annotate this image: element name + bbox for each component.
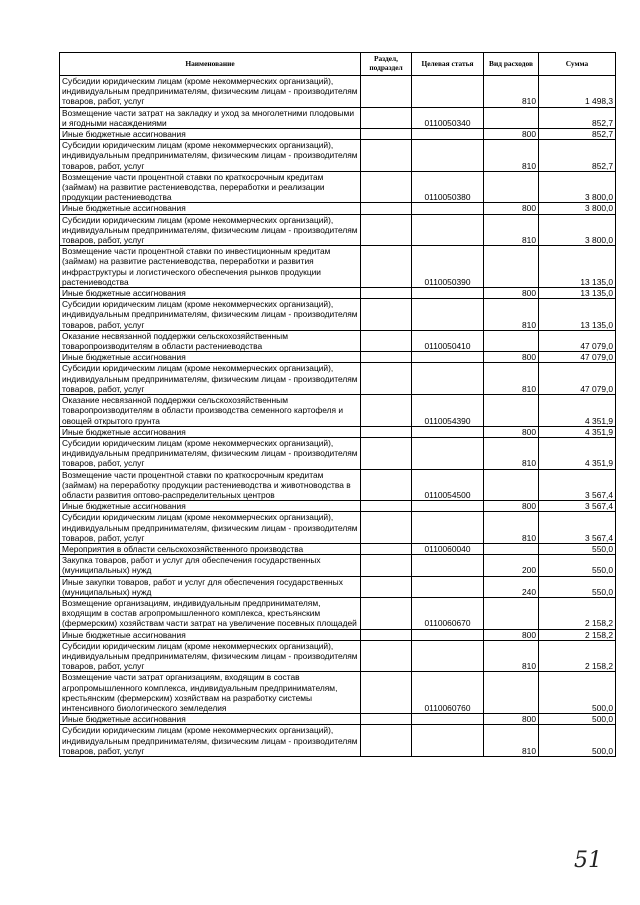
row-sum: 4 351,9 [539, 426, 616, 437]
row-name: Субсидии юридическим лицам (кроме некоммерческих организаций), индивидуальным предпринимателям, физическим лицам - производителям товаров, работ, услуг [60, 140, 361, 172]
table-row [60, 330, 616, 351]
row-name: Субсидии юридическим лицам (кроме некоммерческих организаций), индивидуальным предпринимателям, физическим лицам - производителям товаров, работ, услуг [60, 76, 361, 108]
row-sum: 852,7 [539, 140, 616, 172]
row-expense: 800 [484, 288, 539, 299]
row-target: 0110050340 [412, 107, 484, 128]
row-expense [484, 246, 539, 288]
row-section [361, 352, 412, 363]
row-section [361, 512, 412, 544]
row-name: Субсидии юридическим лицам (кроме некоммерческих организаций), индивидуальным предпринимателям, физическим лицам - производителям товаров, работ, услуг [60, 214, 361, 246]
row-expense [484, 330, 539, 351]
row-target: 0110060040 [412, 543, 484, 554]
row-target: 0110050380 [412, 171, 484, 203]
row-target [412, 140, 484, 172]
row-section [361, 299, 412, 331]
row-name: Возмещение части процентной ставки по краткосрочным кредитам (займам) на переработку продукции растениеводства и животноводства в области развития оптово-распределительных центров [60, 469, 361, 501]
row-section [361, 629, 412, 640]
row-target [412, 352, 484, 363]
table-row [60, 714, 616, 725]
row-expense: 810 [484, 363, 539, 395]
row-name: Иные бюджетные ассигнования [60, 203, 361, 214]
row-section [361, 426, 412, 437]
table-row [60, 543, 616, 554]
header-section: Раздел, подраздел [361, 53, 412, 76]
table-row [60, 363, 616, 395]
row-sum: 13 135,0 [539, 299, 616, 331]
row-sum: 47 079,0 [539, 352, 616, 363]
row-section [361, 672, 412, 714]
row-section [361, 597, 412, 629]
row-sum: 2 158,2 [539, 629, 616, 640]
row-sum: 2 158,2 [539, 597, 616, 629]
row-sum: 3 567,4 [539, 469, 616, 501]
row-expense [484, 107, 539, 128]
table-row [60, 129, 616, 140]
row-sum: 47 079,0 [539, 330, 616, 351]
row-sum: 3 567,4 [539, 512, 616, 544]
table-row [60, 437, 616, 469]
table-row [60, 140, 616, 172]
row-expense [484, 395, 539, 427]
row-name: Возмещение части процентной ставки по краткосрочным кредитам (займам) на развитие растениеводства, переработки и реализации продукции растениеводства [60, 171, 361, 203]
row-sum: 550,0 [539, 555, 616, 576]
row-name: Иные закупки товаров, работ и услуг для обеспечения государственных (муниципальных) нужд [60, 576, 361, 597]
row-expense: 810 [484, 140, 539, 172]
row-name: Возмещение части затрат на закладку и уход за многолетними плодовыми и ягодными насаждениями [60, 107, 361, 128]
row-target [412, 640, 484, 672]
row-section [361, 576, 412, 597]
row-section [361, 171, 412, 203]
row-sum: 3 800,0 [539, 214, 616, 246]
row-target [412, 512, 484, 544]
row-name: Оказание несвязанной поддержки сельскохозяйственным товаропроизводителям в области производства семенного картофеля и овощей открытого грунта [60, 395, 361, 427]
row-name: Субсидии юридическим лицам (кроме некоммерческих организаций), индивидуальным предпринимателям, физическим лицам - производителям товаров, работ, услуг [60, 437, 361, 469]
table-row [60, 672, 616, 714]
row-sum: 4 351,9 [539, 395, 616, 427]
row-expense: 810 [484, 214, 539, 246]
row-expense: 810 [484, 299, 539, 331]
row-sum: 13 135,0 [539, 288, 616, 299]
row-section [361, 246, 412, 288]
row-sum: 4 351,9 [539, 437, 616, 469]
table-row [60, 501, 616, 512]
row-expense: 800 [484, 629, 539, 640]
row-target: 0110050410 [412, 330, 484, 351]
row-expense: 810 [484, 437, 539, 469]
row-expense: 800 [484, 714, 539, 725]
row-sum: 852,7 [539, 107, 616, 128]
header-target: Целевая статья [412, 53, 484, 76]
table-row [60, 203, 616, 214]
row-sum: 550,0 [539, 543, 616, 554]
header-sum: Сумма [539, 53, 616, 76]
row-target [412, 288, 484, 299]
row-section [361, 107, 412, 128]
row-target [412, 129, 484, 140]
row-name: Возмещение части процентной ставки по инвестиционным кредитам (займам) на развитие растениеводства, переработки и развития инфраструктуры и логистического обеспечения рынков продукции растениеводства [60, 246, 361, 288]
row-name: Оказание несвязанной поддержки сельскохозяйственным товаропроизводителям в области растениеводства [60, 330, 361, 351]
table-row [60, 214, 616, 246]
row-name: Субсидии юридическим лицам (кроме некоммерческих организаций), индивидуальным предпринимателям, физическим лицам - производителям товаров, работ, услуг [60, 640, 361, 672]
row-expense: 800 [484, 129, 539, 140]
row-expense: 810 [484, 512, 539, 544]
table-row [60, 725, 616, 757]
table-row [60, 352, 616, 363]
table-row [60, 299, 616, 331]
row-target [412, 555, 484, 576]
row-section [361, 129, 412, 140]
row-target: 0110060760 [412, 672, 484, 714]
row-sum: 47 079,0 [539, 363, 616, 395]
row-target [412, 576, 484, 597]
row-name: Субсидии юридическим лицам (кроме некоммерческих организаций), индивидуальным предпринимателям, физическим лицам - производителям товаров, работ, услуг [60, 725, 361, 757]
row-target [412, 725, 484, 757]
row-name: Возмещение части затрат организациям, входящим в состав агропромышленного комплекса, индивидуальным предпринимателям, крестьянским (фермерским) хозяйствам на разработку системы интенсивного биологического земледелия [60, 672, 361, 714]
row-target [412, 426, 484, 437]
budget-table [59, 52, 616, 757]
row-name: Иные бюджетные ассигнования [60, 129, 361, 140]
row-expense [484, 672, 539, 714]
table-row [60, 246, 616, 288]
row-target: 0110054390 [412, 395, 484, 427]
row-section [361, 76, 412, 108]
row-expense: 810 [484, 640, 539, 672]
row-name: Субсидии юридическим лицам (кроме некоммерческих организаций), индивидуальным предпринимателям, физическим лицам - производителям товаров, работ, услуг [60, 512, 361, 544]
row-section [361, 330, 412, 351]
row-section [361, 288, 412, 299]
row-expense: 800 [484, 501, 539, 512]
table-row [60, 171, 616, 203]
row-target [412, 629, 484, 640]
row-expense: 240 [484, 576, 539, 597]
row-expense [484, 171, 539, 203]
row-expense: 810 [484, 725, 539, 757]
header-name: Наименование [60, 53, 361, 76]
row-section [361, 203, 412, 214]
row-section [361, 469, 412, 501]
row-name: Иные бюджетные ассигнования [60, 426, 361, 437]
row-section [361, 395, 412, 427]
row-expense: 800 [484, 426, 539, 437]
row-sum: 852,7 [539, 129, 616, 140]
row-sum: 500,0 [539, 714, 616, 725]
row-sum: 500,0 [539, 672, 616, 714]
row-section [361, 140, 412, 172]
row-target: 0110060670 [412, 597, 484, 629]
row-sum: 500,0 [539, 725, 616, 757]
table-row [60, 555, 616, 576]
row-name: Субсидии юридическим лицам (кроме некоммерческих организаций), индивидуальным предпринимателям, физическим лицам - производителям товаров, работ, услуг [60, 299, 361, 331]
row-section [361, 501, 412, 512]
row-sum: 550,0 [539, 576, 616, 597]
table-row [60, 640, 616, 672]
row-target: 0110054500 [412, 469, 484, 501]
row-expense: 800 [484, 352, 539, 363]
row-sum: 3 800,0 [539, 171, 616, 203]
table-row [60, 512, 616, 544]
row-target [412, 299, 484, 331]
row-target [412, 76, 484, 108]
table-row [60, 426, 616, 437]
row-target: 0110050390 [412, 246, 484, 288]
row-name: Иные бюджетные ассигнования [60, 501, 361, 512]
row-expense [484, 469, 539, 501]
row-name: Иные бюджетные ассигнования [60, 352, 361, 363]
row-target [412, 363, 484, 395]
row-sum: 3 800,0 [539, 203, 616, 214]
table-row [60, 629, 616, 640]
row-target [412, 501, 484, 512]
row-target [412, 714, 484, 725]
table-row [60, 597, 616, 629]
row-section [361, 640, 412, 672]
row-expense: 810 [484, 76, 539, 108]
row-name: Иные бюджетные ассигнования [60, 288, 361, 299]
table-row [60, 395, 616, 427]
row-section [361, 714, 412, 725]
row-section [361, 363, 412, 395]
row-name: Возмещение организациям, индивидуальным предпринимателям, входящим в состав агропромышленного комплекса, крестьянским (фермерским) хозяйствам части затрат на увеличение посевных площадей [60, 597, 361, 629]
row-expense: 200 [484, 555, 539, 576]
table-row [60, 76, 616, 108]
row-target [412, 203, 484, 214]
row-section [361, 437, 412, 469]
row-expense [484, 543, 539, 554]
table-row [60, 107, 616, 128]
table-header-row [60, 53, 616, 76]
row-name: Иные бюджетные ассигнования [60, 629, 361, 640]
table-row [60, 288, 616, 299]
table-row [60, 469, 616, 501]
row-name: Закупка товаров, работ и услуг для обеспечения государственных (муниципальных) нужд [60, 555, 361, 576]
row-section [361, 543, 412, 554]
row-name: Иные бюджетные ассигнования [60, 714, 361, 725]
row-sum: 2 158,2 [539, 640, 616, 672]
row-expense: 800 [484, 203, 539, 214]
row-target [412, 437, 484, 469]
table-row [60, 576, 616, 597]
row-sum: 3 567,4 [539, 501, 616, 512]
row-target [412, 214, 484, 246]
table-body [60, 76, 616, 757]
row-name: Субсидии юридическим лицам (кроме некоммерческих организаций), индивидуальным предпринимателям, физическим лицам - производителям товаров, работ, услуг [60, 363, 361, 395]
header-expense: Вид расходов [484, 53, 539, 76]
row-section [361, 555, 412, 576]
row-section [361, 725, 412, 757]
row-expense [484, 597, 539, 629]
row-section [361, 214, 412, 246]
row-sum: 1 498,3 [539, 76, 616, 108]
page-number: 51 [574, 848, 602, 873]
row-sum: 13 135,0 [539, 246, 616, 288]
row-name: Мероприятия в области сельскохозяйственного производства [60, 543, 361, 554]
